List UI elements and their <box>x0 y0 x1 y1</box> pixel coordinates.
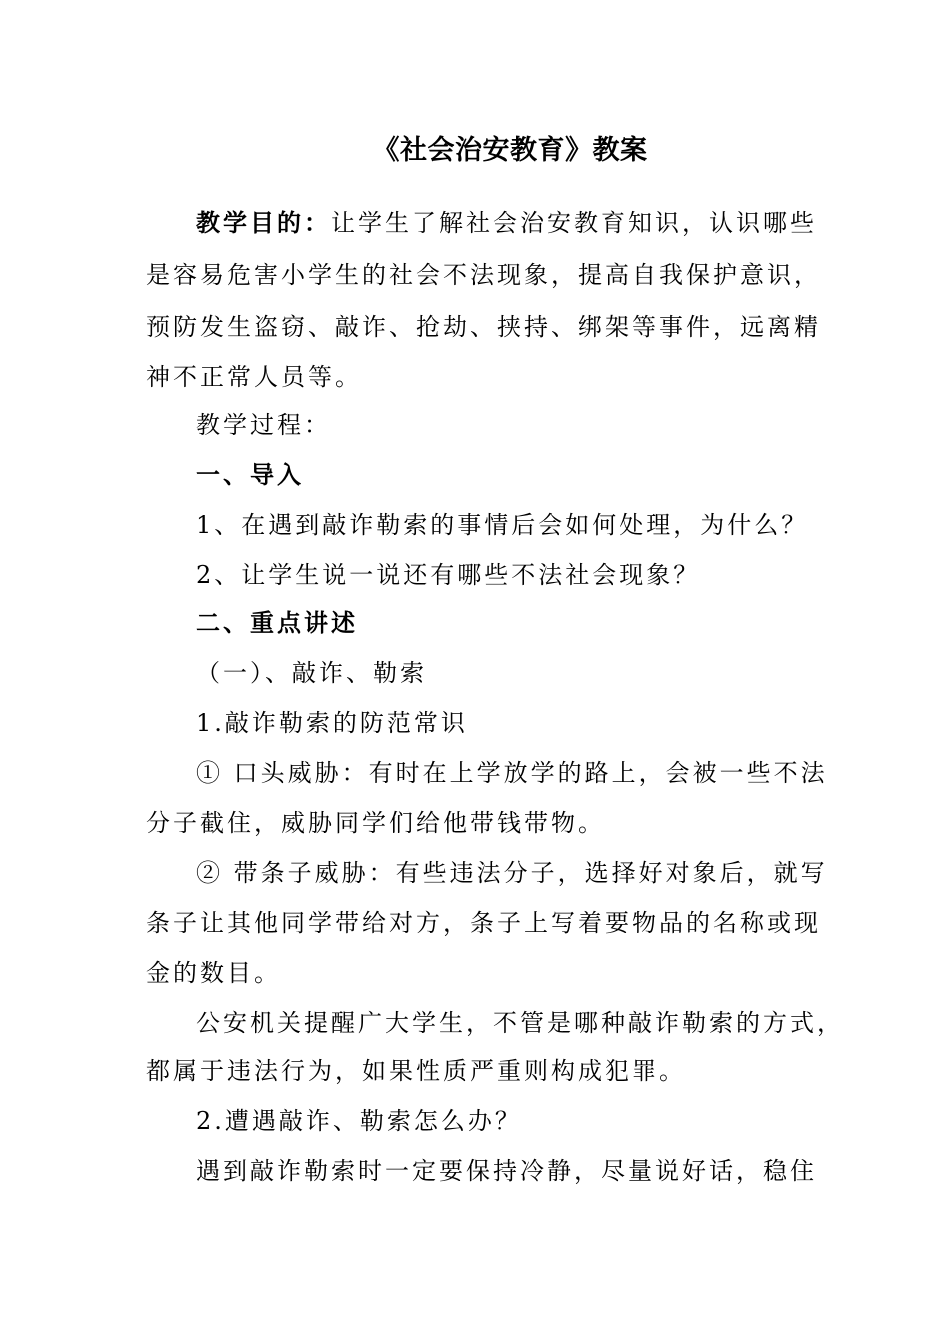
purpose-line-3: 预防发生盗窃、敲诈、抢劫、挟持、绑架等事件，远离精 <box>146 313 821 341</box>
threat-note-line-2: 条子让其他同学带给对方，条子上写着要物品的名称或现 <box>146 909 821 937</box>
page-title: 《社会治安教育》教案 <box>372 135 648 166</box>
section-heading-key-points: 二、重点讲述 <box>196 608 358 637</box>
purpose-line-1 <box>196 206 817 240</box>
process-label: 教学过程： <box>196 411 331 439</box>
response-line-1: 遇到敲诈勒索时一定要保持冷静，尽量说好话，稳住 <box>196 1157 817 1185</box>
section-heading-intro: 一、导入 <box>196 460 304 489</box>
threat-verbal-line-1: ① 口头威胁：有时在上学放学的路上，会被一些不法 <box>196 759 828 787</box>
purpose-label: 教学目的： <box>196 208 331 237</box>
police-reminder-line-2: 都属于违法行为，如果性质严重则构成犯罪。 <box>146 1057 686 1085</box>
purpose-line-2: 是容易危害小学生的社会不法现象，提高自我保护意识， <box>146 261 821 289</box>
threat-note-line-3: 金的数目。 <box>146 959 281 987</box>
police-reminder-line-1: 公安机关提醒广大学生，不管是哪种敲诈勒索的方式， <box>196 1009 844 1037</box>
point-prevention: 1.敲诈勒索的防范常识 <box>196 709 468 737</box>
threat-verbal-line-2: 分子截住，威胁同学们给他带钱带物。 <box>146 809 605 837</box>
point-response: 2.遭遇敲诈、勒索怎么办？ <box>196 1107 522 1135</box>
purpose-line-4: 神不正常人员等。 <box>146 363 362 391</box>
intro-item-2: 2、让学生说一说还有哪些不法社会现象？ <box>196 561 701 589</box>
intro-item-1: 1、在遇到敲诈勒索的事情后会如何处理，为什么？ <box>196 511 809 539</box>
purpose-text: 让学生了解社会治安教育知识，认识哪些 <box>331 209 817 237</box>
subsection-heading-extortion: （一）、敲诈、勒索 <box>196 659 427 687</box>
threat-note-line-1: ② 带条子威胁：有些违法分子，选择好对象后，就写 <box>196 859 828 887</box>
